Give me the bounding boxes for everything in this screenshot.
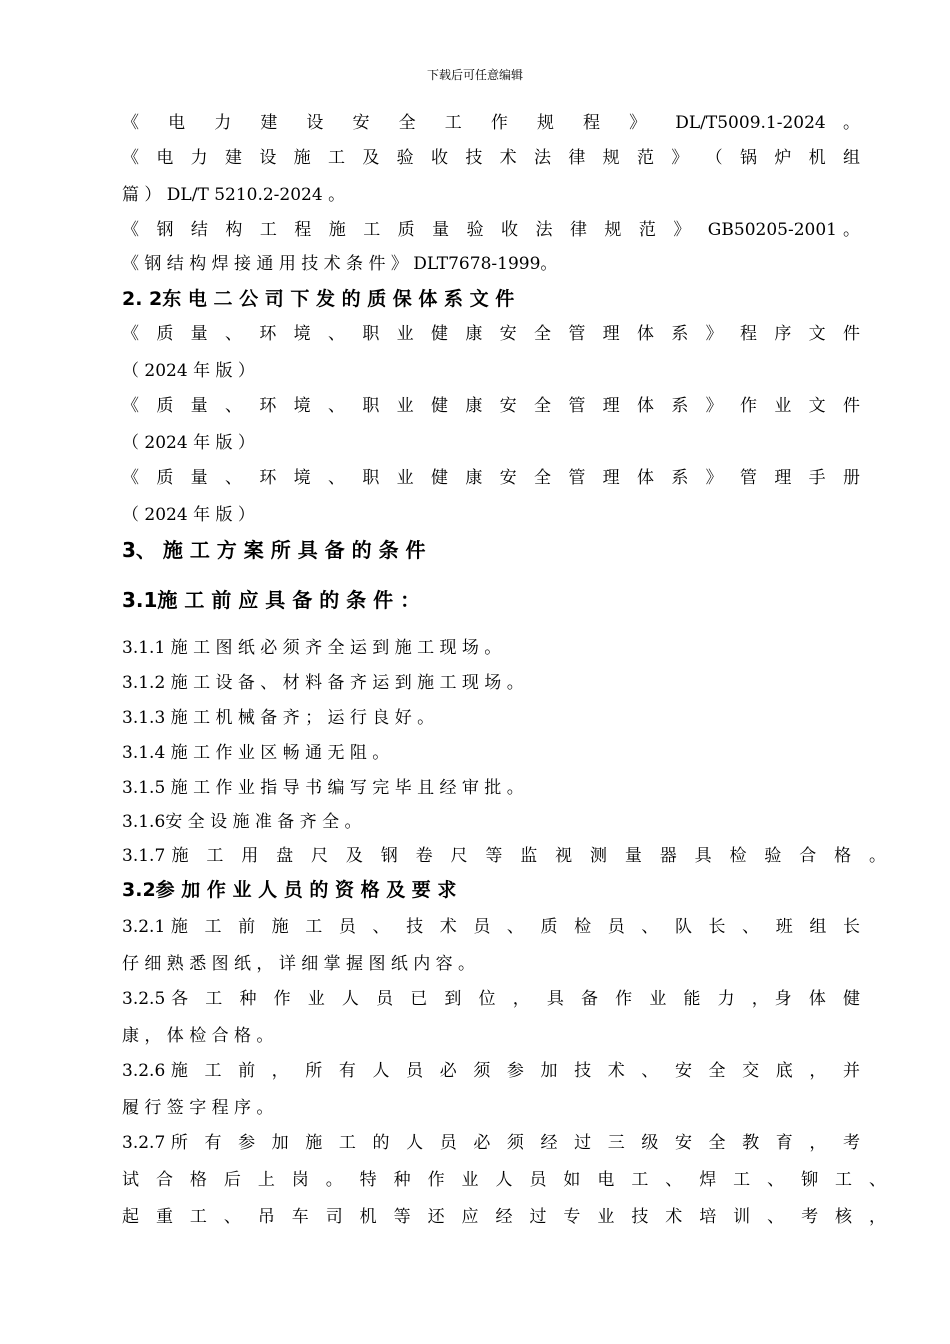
text-line: 《 质 量 、 环 境 、 职 业 健 康 安 全 管 理 体 系 》 管 理 手 册 <box>122 468 860 488</box>
text-line: （ 2024 年 版 ） <box>122 505 255 525</box>
text-line: 康 ， 体 检 合 格 。 <box>122 1026 274 1046</box>
text-line: 《 质 量 、 环 境 、 职 业 健 康 安 全 管 理 体 系 》 作 业 文 件 <box>122 396 860 416</box>
text-line: 《 电 力 建 设 施 工 及 验 收 技 术 法 律 规 范 》 （ 锅 炉 机 组 <box>122 148 860 168</box>
text-line: 3.2.5各 工 种 作 业 人 员 已 到 位 ， 具 备 作 业 能 力 ，身 体 健 <box>122 989 860 1009</box>
text-line: 3.1.7施 工 用 盘 尺 及 钢 卷 尺 等 监 视 测 量 器 具 检 验 合 格 。 <box>122 846 886 866</box>
section-heading: 3.2参 加 作 业 人 员 的 资 格 及 要 求 <box>122 879 457 901</box>
text-line: 3.1.4 施 工 作 业 区 畅 通 无 阻 。 <box>122 743 390 763</box>
text-line: 《 钢 结 构 工 程 施 工 质 量 验 收 法 律 规 范 》 GB50205-2001。 <box>122 220 860 240</box>
text-line: 3.1.6安 全 设 施 准 备 齐 全 。 <box>122 812 362 832</box>
text-line: 《 电 力 建 设 安 全 工 作 规 程 》 DL/T5009.1-2024 。 <box>122 113 860 133</box>
text-line: 起 重 工 、 吊 车 司 机 等 还 应 经 过 专 业 技 术 培 训 、 考 核 ， <box>122 1207 886 1227</box>
text-line: 《 钢 结 构 焊 接 通 用 技 术 条 件 》 DLT7678-1999。 <box>122 254 558 274</box>
text-line: 试 合 格 后 上 岗 。 特 种 作 业 人 员 如 电 工 、 焊 工 、 铆 工 、 <box>122 1170 886 1190</box>
section-heading: 3、 施 工 方 案 所 具 备 的 条 件 <box>122 538 426 562</box>
text-line: 仔 细 熟 悉 图 纸 ， 详 细 掌 握 图 纸 内 容 。 <box>122 954 476 974</box>
text-line: 篇 ） DL/T 5210.2-2024 。 <box>122 185 346 205</box>
text-line: 3.2.7所 有 参 加 施 工 的 人 员 必 须 经 过 三 级 安 全 教 育 ， 考 <box>122 1133 860 1153</box>
text-line: 3.2.6施 工 前 ， 所 有 人 员 必 须 参 加 技 术 、 安 全 交 底 ， 并 <box>122 1061 860 1081</box>
text-line: 3.1.3 施 工 机 械 备 齐 ； 运 行 良 好 。 <box>122 708 435 728</box>
text-line: 《 质 量 、 环 境 、 职 业 健 康 安 全 管 理 体 系 》 程 序 文 件 <box>122 324 860 344</box>
text-line: （ 2024 年 版 ） <box>122 361 255 381</box>
text-line: 3.1.5 施 工 作 业 指 导 书 编 写 完 毕 且 经 审 批 。 <box>122 778 524 798</box>
text-line: 3.2.1施 工 前 施 工 员 、 技 术 员 、 质 检 员 、 队 长 、 班 组 长 <box>122 917 860 937</box>
page-header: 下载后可任意编辑 <box>426 68 523 82</box>
section-heading: 2. 2东 电 二 公 司 下 发 的 质 保 体 系 文 件 <box>122 288 515 310</box>
text-line: （ 2024 年 版 ） <box>122 433 255 453</box>
text-line: 履 行 签 字 程 序 。 <box>122 1098 274 1118</box>
text-line: 3.1.1 施 工 图 纸 必 须 齐 全 运 到 施 工 现 场 。 <box>122 638 502 658</box>
text-line: 3.1.2 施 工 设 备 、 材 料 备 齐 运 到 施 工 现 场 。 <box>122 673 524 693</box>
section-heading: 3.1施 工 前 应 具 备 的 条 件 ： <box>122 588 421 612</box>
